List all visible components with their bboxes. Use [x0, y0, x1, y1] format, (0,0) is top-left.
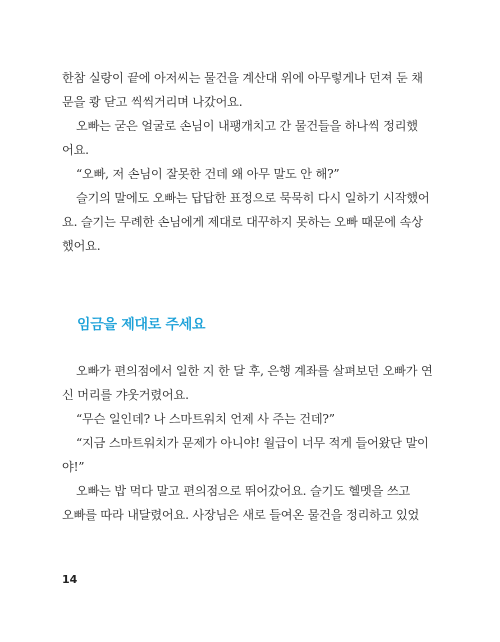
text-line: 슬기의 말에도 오빠는 답답한 표정으로 묵묵히 다시 일하기 시작했어	[76, 191, 430, 205]
text-line: 한참 실랑이 끝에 아저씨는 물건을 계산대 위에 아무렇게나 던져 둔 채	[62, 71, 423, 85]
text-line: 신 머리를 갸웃거렸어요.	[62, 388, 189, 402]
text-line: “오빠, 저 손님이 잘못한 건데 왜 아무 말도 안 해?”	[76, 167, 340, 181]
paragraph-section-1	[62, 68, 442, 260]
text-line: 오빠가 편의점에서 일한 지 한 달 후, 은행 계좌를 살펴보던 오빠가 연	[76, 364, 433, 378]
text-line: 오빠는 굳은 얼굴로 손님이 내팽개치고 간 물건들을 하나씩 정리했	[76, 119, 418, 133]
text-line: 오빠를 따라 내달렸어요. 사장님은 새로 들여온 물건을 정리하고 있었	[62, 508, 420, 522]
section-heading: 임금을 제대로 주세요	[77, 317, 206, 333]
text-line: 야!”	[62, 460, 85, 474]
page-number: 14	[62, 573, 78, 586]
text-line: “무슨 일인데? 나 스마트워치 언제 사 주는 건데?”	[76, 412, 335, 426]
text-line: 요. 슬기는 무례한 손님에게 제대로 대꾸하지 못하는 오빠 때문에 속상	[62, 215, 423, 229]
paragraph-section-2	[62, 361, 442, 529]
text-line: 했어요.	[62, 239, 101, 253]
text-line: 오빠는 밥 먹다 말고 편의점으로 뛰어갔어요. 슬기도 헬멧을 쓰고	[76, 484, 410, 498]
text-line: 어요.	[62, 143, 89, 157]
text-line: “지금 스마트워치가 문제가 아니야! 월급이 너무 적게 들어왔단 말이	[76, 436, 429, 450]
text-line: 문을 쾅 닫고 씩씩거리며 나갔어요.	[62, 95, 243, 109]
